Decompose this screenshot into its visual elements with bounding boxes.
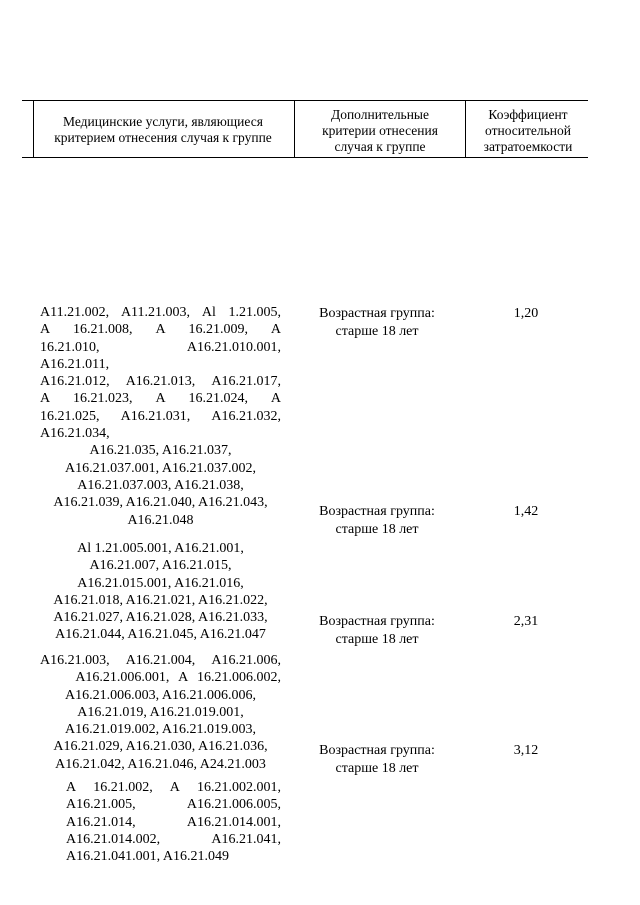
service-line: A16.21.029, A16.21.030, A16.21.036, [53,739,268,755]
services-group-2 [40,540,281,644]
service-line: A16.21.048 [127,512,194,528]
header-services: Медицинские услуги, являющиеся критерием отнесения случая к группе [54,114,272,145]
header-coefficient: Коэффициент относительной затратоемкости [483,107,573,154]
service-line: A16.21.044, A16.21.045, A16.21.047 [55,627,266,643]
header-bottom-rule [22,157,588,158]
service-line: A11.21.002, A11.21.003, Al 1.21.005, [40,305,281,320]
criteria-group-1: Возрастная группа: старше 18 лет [319,306,435,339]
services-group-3 [40,652,281,773]
header-criteria: Дополнительные критерии отнесения случая к группе [322,107,438,154]
service-line: A 16.21.008, A 16.21.009, A [40,322,281,338]
coef-group-2: 1,42 [513,504,539,519]
service-line: A16.21.006.001, A 16.21.006.002, [75,670,281,686]
service-line: A16.21.037.001, A16.21.037.002, [65,460,256,476]
service-line: A16.21.011, [40,356,110,372]
header-top-rule [22,100,588,101]
coef-group-1: 1,20 [513,306,539,321]
header-divider-1 [294,100,295,157]
coef-group-3: 2,31 [513,614,539,629]
service-line: A16.21.019, A16.21.019.001, [77,704,244,720]
service-line: A16.21.006.003, A16.21.006.006, [65,687,256,703]
service-line: A16.21.014.002, A16.21.041, [66,831,281,847]
service-line: A16.21.037.003, A16.21.038, [77,477,244,493]
service-line: A16.21.041.001, A16.21.049 [66,849,229,865]
service-line: A16.21.005, A16.21.006.005, [66,797,281,813]
service-line: A16.21.003, A16.21.004, A16.21.006, [40,653,281,668]
services-group-4 [66,779,281,865]
services-group-1 [40,304,281,529]
service-line: A16.21.019.002, A16.21.019.003, [65,722,256,738]
service-line: 16.21.025, A16.21.031, A16.21.032, [40,408,281,424]
coef-group-4: 3,12 [513,743,539,758]
service-line: A 16.21.023, A 16.21.024, A [40,391,281,407]
service-line: A16.21.042, A16.21.046, A24.21.003 [55,756,266,772]
service-line: A16.21.039, A16.21.040, A16.21.043, [53,495,268,511]
criteria-group-4: Возрастная группа: старше 18 лет [319,743,435,776]
service-line: A 16.21.002, A 16.21.002.001, [66,780,281,795]
criteria-group-2: Возрастная группа: старше 18 лет [319,504,435,537]
service-line: 16.21.010, A16.21.010.001, [40,339,281,355]
service-line: A16.21.015.001, A16.21.016, [77,575,244,591]
service-line: A16.21.034, [40,426,110,442]
header-divider-2 [465,100,466,157]
service-line: A16.21.018, A16.21.021, A16.21.022, [53,592,268,608]
service-line: Al 1.21.005.001, A16.21.001, [77,541,244,556]
service-line: A16.21.014, A16.21.014.001, [66,814,281,830]
service-line: A16.21.012, A16.21.013, A16.21.017, [40,374,281,390]
header-divider-left [33,100,34,157]
service-line: A16.21.027, A16.21.028, A16.21.033, [53,610,268,626]
service-line: A16.21.035, A16.21.037, [89,443,232,459]
service-line: A16.21.007, A16.21.015, [89,558,232,574]
criteria-group-3: Возрастная группа: старше 18 лет [319,614,435,647]
